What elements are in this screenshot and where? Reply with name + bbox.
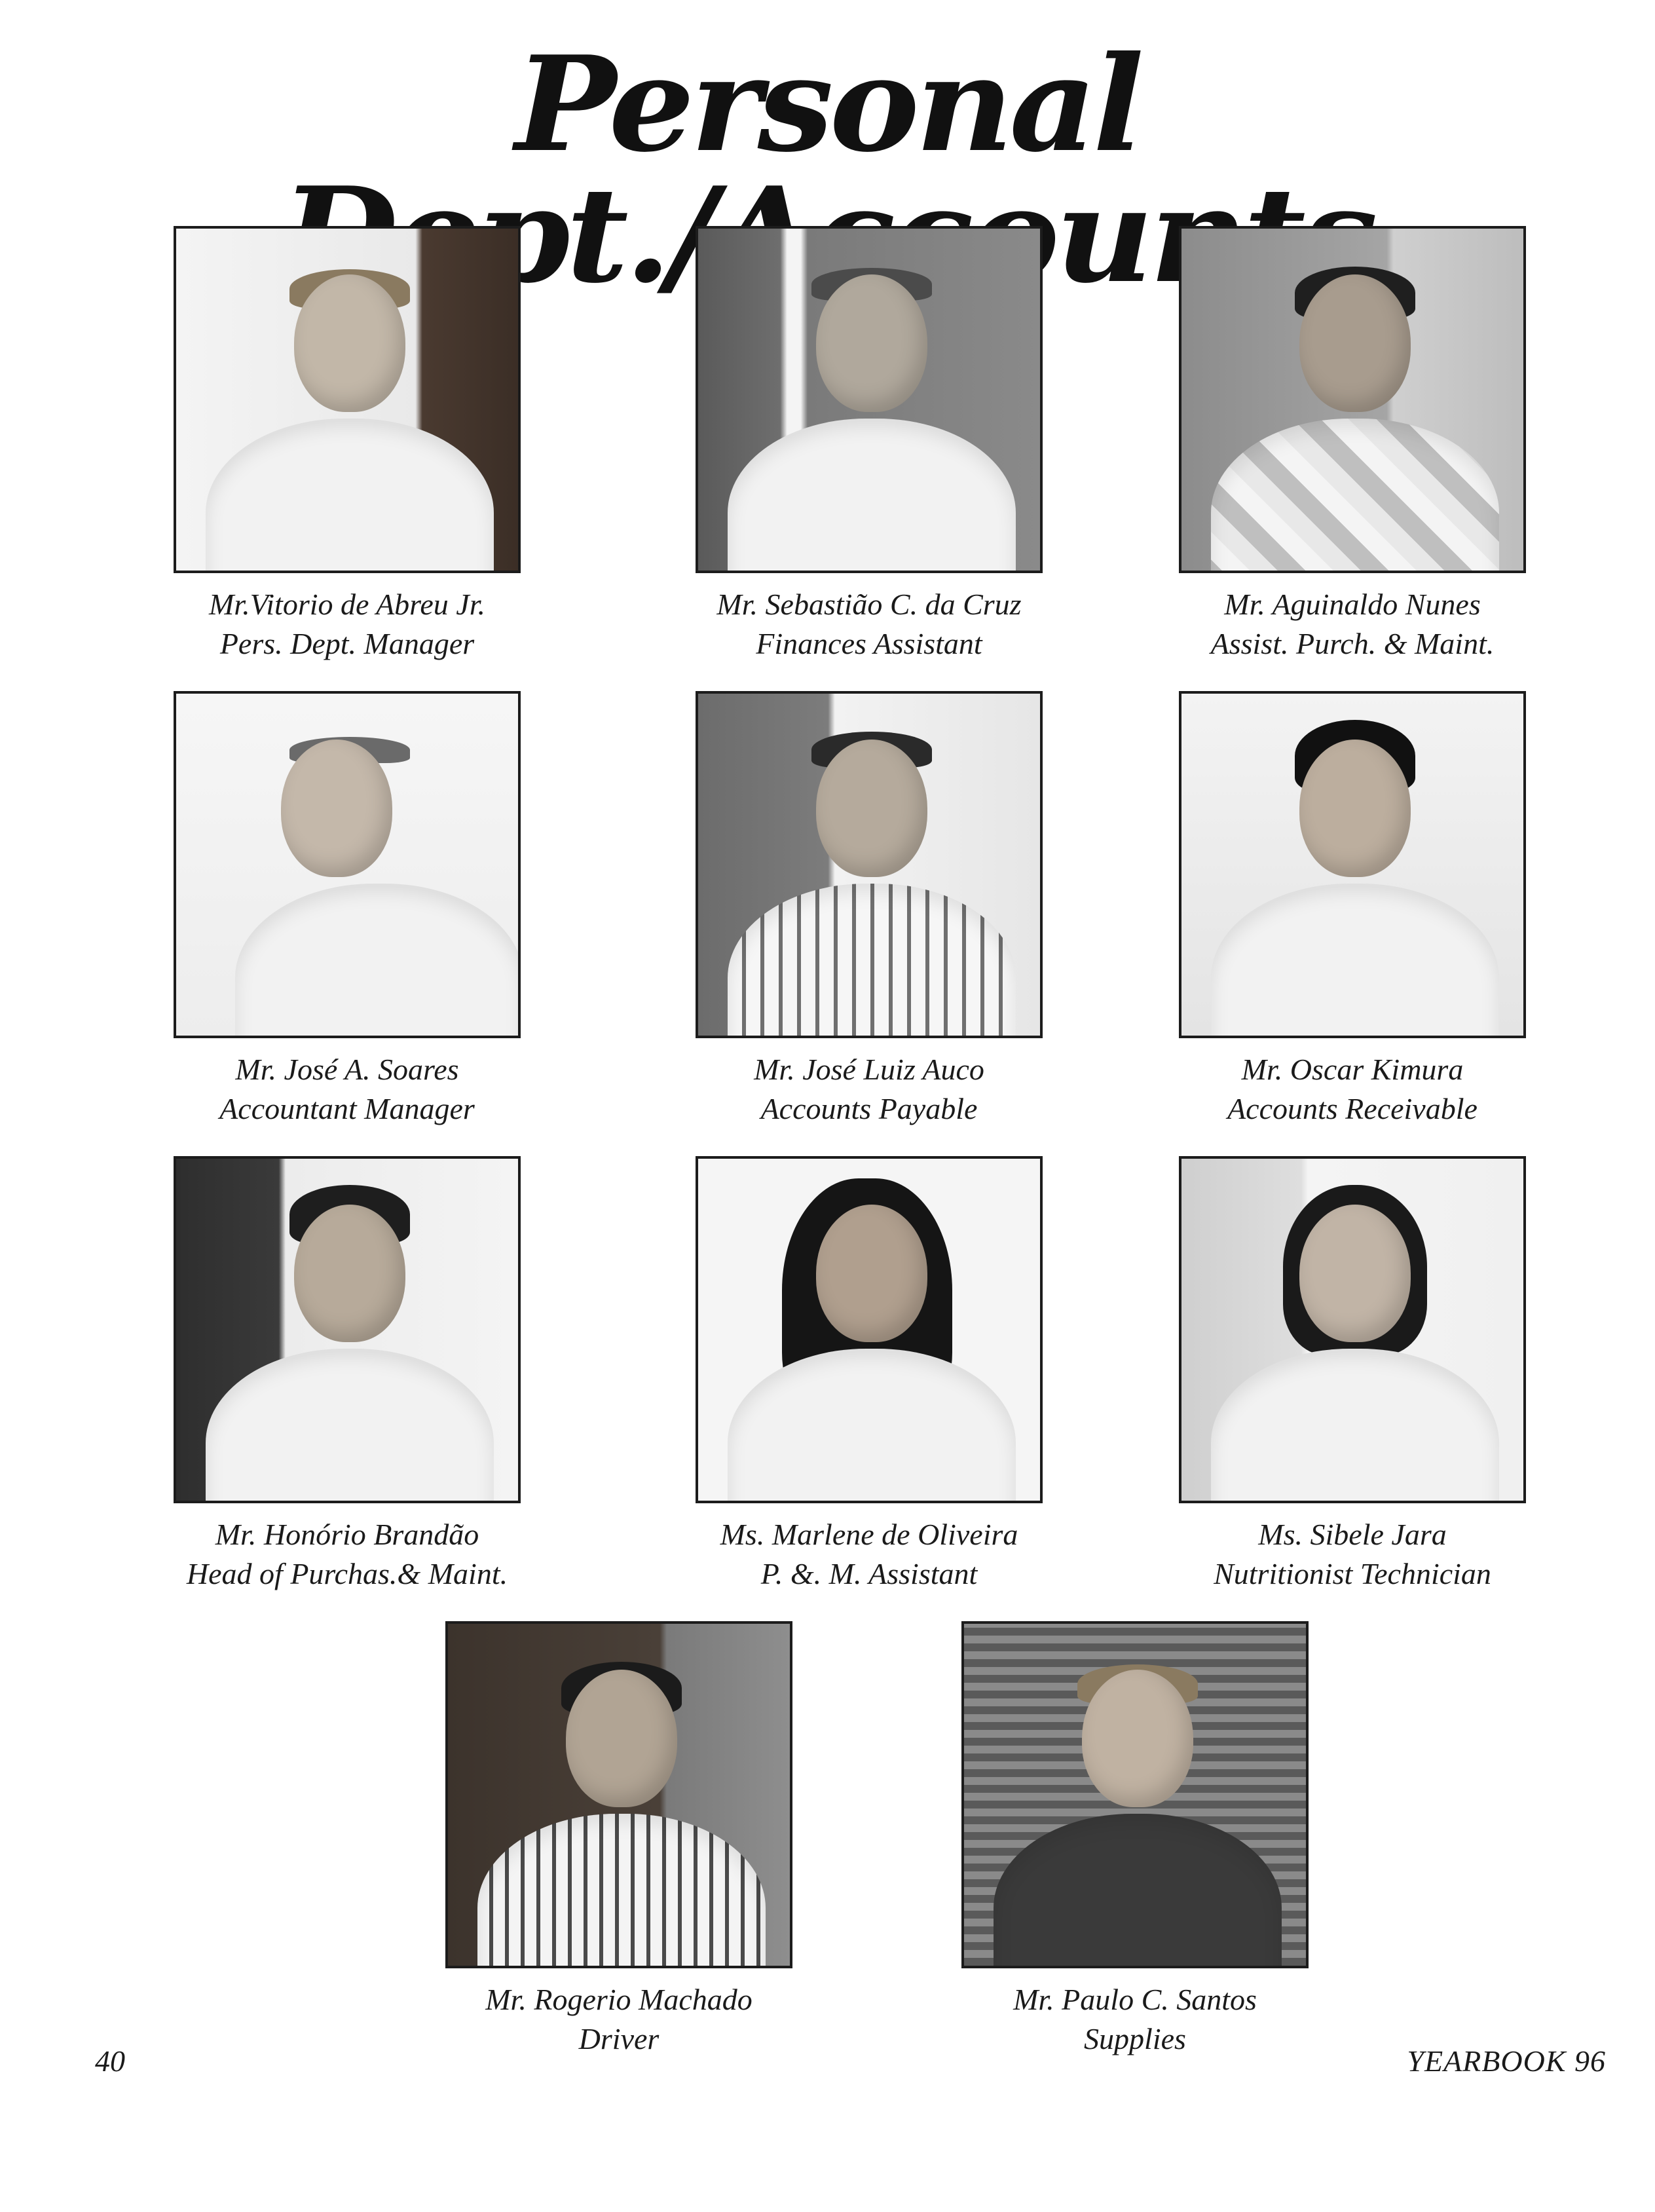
staff-name: Mr. José Luiz Auco xyxy=(754,1053,984,1086)
staff-name: Mr. Oscar Kimura xyxy=(1241,1053,1464,1086)
staff-card xyxy=(696,226,1043,664)
staff-role: Head of Purchas.& Maint. xyxy=(186,1557,508,1590)
page-title: Personal xyxy=(515,28,1140,181)
staff-role: Accountant Manager xyxy=(219,1092,475,1125)
staff-card xyxy=(696,1156,1043,1594)
page-number: 40 xyxy=(95,2044,125,2078)
staff-name: Ms. Marlene de Oliveira xyxy=(720,1518,1018,1551)
staff-caption xyxy=(1179,585,1526,664)
staff-card xyxy=(1179,691,1526,1129)
staff-photo xyxy=(696,226,1043,573)
staff-card xyxy=(1179,1156,1526,1594)
staff-card xyxy=(1179,226,1526,664)
staff-photo xyxy=(1179,1156,1526,1503)
staff-name: Mr. Honório Brandão xyxy=(215,1518,479,1551)
staff-name: Ms. Sibele Jara xyxy=(1258,1518,1447,1551)
staff-photo xyxy=(174,226,521,573)
staff-name: Mr. Paulo C. Santos xyxy=(1013,1983,1257,2016)
staff-photo xyxy=(445,1621,792,1968)
staff-photo xyxy=(696,1156,1043,1503)
staff-photo xyxy=(961,1621,1309,1968)
staff-photo xyxy=(174,1156,521,1503)
staff-caption xyxy=(174,1050,521,1129)
staff-caption xyxy=(696,1050,1043,1129)
staff-caption xyxy=(445,1980,792,2059)
staff-role: Nutritionist Technician xyxy=(1214,1557,1491,1590)
staff-caption xyxy=(1179,1515,1526,1594)
staff-role: P. &. M. Assistant xyxy=(760,1557,978,1590)
staff-role: Pers. Dept. Manager xyxy=(219,627,475,660)
staff-card xyxy=(174,691,521,1129)
staff-role: Assist. Purch. & Maint. xyxy=(1210,627,1495,660)
staff-card xyxy=(696,691,1043,1129)
staff-caption xyxy=(696,585,1043,664)
staff-card xyxy=(174,226,521,664)
staff-card xyxy=(961,1621,1309,2059)
staff-card xyxy=(445,1621,792,2059)
staff-role: Accounts Receivable xyxy=(1227,1092,1478,1125)
staff-card xyxy=(174,1156,521,1594)
staff-photo xyxy=(696,691,1043,1038)
staff-caption xyxy=(1179,1050,1526,1129)
staff-name: Mr. Aguinaldo Nunes xyxy=(1224,588,1481,621)
staff-photo xyxy=(1179,691,1526,1038)
staff-role: Supplies xyxy=(1084,2022,1186,2055)
staff-caption xyxy=(174,1515,521,1594)
staff-name: Mr.Vitorio de Abreu Jr. xyxy=(208,588,486,621)
staff-photo xyxy=(1179,226,1526,573)
staff-caption xyxy=(174,585,521,664)
staff-role: Driver xyxy=(578,2022,660,2055)
publication-label: YEARBOOK 96 xyxy=(1407,2044,1606,2078)
staff-caption xyxy=(696,1515,1043,1594)
staff-role: Accounts Payable xyxy=(760,1092,978,1125)
staff-photo xyxy=(174,691,521,1038)
staff-role: Finances Assistant xyxy=(756,627,982,660)
staff-name: Mr. Rogerio Machado xyxy=(485,1983,753,2016)
staff-name: Mr. Sebastião C. da Cruz xyxy=(716,588,1022,621)
staff-caption xyxy=(961,1980,1309,2059)
staff-name: Mr. José A. Soares xyxy=(235,1053,459,1086)
